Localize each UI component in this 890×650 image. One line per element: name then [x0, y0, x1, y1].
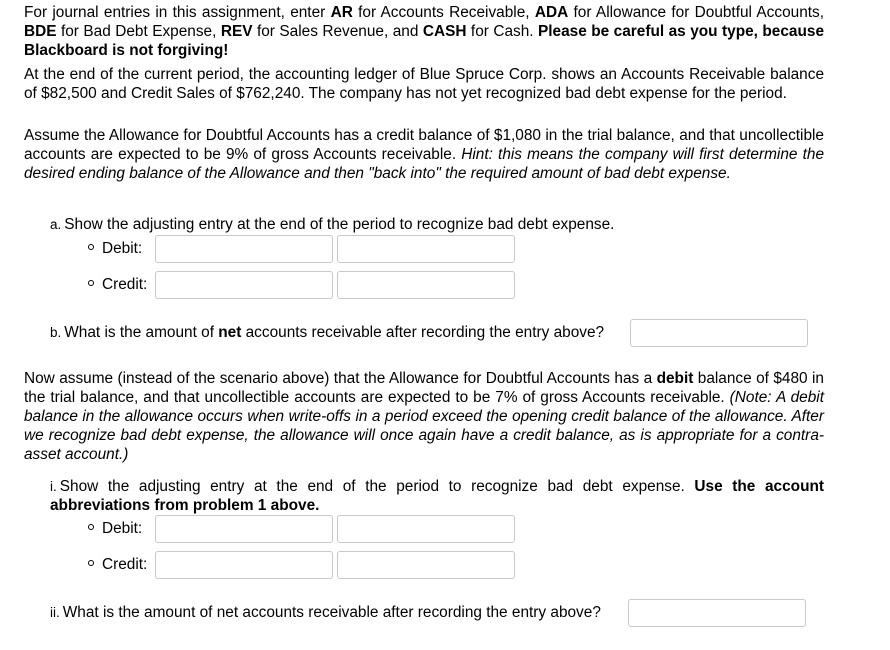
question-i-credit-label: Credit: [88, 555, 147, 574]
intro-text: for Cash. [466, 23, 539, 40]
assumption-2-paragraph: Now assume (instead of the scenario above) that the Allowance for Doubtful Accounts has a debit balance of $480 in the trial balance, and that uncollectible accounts are expected to be 7% of gross Accounts receivable. (Note: A debit balance in the allowance occurs when write-offs in a period exceed the opening credit balance of the allowance. After we recognize bad debt expense, the allowance will once again have a credit balance, as is appropriate for a contra-asset account.) [24, 370, 824, 463]
intro-text: for Accounts Receivable, [352, 4, 535, 21]
question-ii: ii. What is the amount of net accounts receivable after recording the entry above? [50, 604, 601, 621]
intro-text: For journal entries in this assignment, enter [24, 4, 331, 21]
question-i-debit-label: Debit: [88, 519, 142, 538]
i-credit-amount-input[interactable] [337, 551, 515, 579]
intro-text: for Sales Revenue, and [252, 23, 423, 40]
abbr-cash: CASH [422, 23, 467, 40]
a-debit-account-input[interactable] [155, 235, 333, 263]
i-debit-account-input[interactable] [155, 515, 333, 543]
question-i-marker: i. [50, 479, 57, 494]
intro-warning: Please be careful as you type, because Blackboard is not forgiving! [24, 23, 825, 59]
intro-text: for Bad Debt Expense, [56, 23, 221, 40]
question-ii-marker: ii. [50, 605, 60, 620]
question-b-marker: b. [50, 325, 62, 340]
bullet-icon [88, 560, 94, 566]
a-credit-account-input[interactable] [155, 271, 333, 299]
question-a-credit-label: Credit: [88, 275, 147, 294]
assumption-1-hint: Hint: this means the company will first determine the desired ending balance of the Allowance and then "back into" the required amount of bad debt expense. [24, 146, 825, 182]
i-debit-amount-input[interactable] [337, 515, 515, 543]
assumption-1-paragraph [24, 126, 824, 183]
question-a-debit-label: Debit: [88, 239, 142, 258]
abbr-ar: AR [330, 4, 353, 21]
intro-paragraph [24, 3, 824, 60]
assumption-1-text: Assume the Allowance for Doubtful Accounts has a credit balance of $1,080 in the trial balance, and that uncollectible accounts are expected to be 9% of gross Accounts receivable. [24, 127, 824, 163]
a-credit-amount-input[interactable] [337, 271, 515, 299]
assumption-2-note: (Note: A debit balance in the allowance occurs when write-offs in a period exceed the opening credit balance of the allowance. After we recognize bad debt expense, the allowance will once again have a credit balance, as is appropriate for a contra-asset account.) [24, 389, 824, 463]
question-a-text: Show the adjusting entry at the end of the period to recognize bad debt expense. [64, 216, 615, 233]
bullet-icon [88, 280, 94, 286]
bullet-icon [88, 244, 94, 250]
question-i: i. Show the adjusting entry at the end of the period to recognize bad debt expense. Use the account abbreviations from problem 1 above. [50, 478, 824, 514]
bullet-icon [88, 524, 94, 530]
intro-text: for Allowance for Doubtful Accounts, [568, 4, 824, 21]
scenario-paragraph: At the end of the current period, the accounting ledger of Blue Spruce Corp. shows an Accounts Receivable balance of $82,500 and Credit Sales of $762,240. The company has not yet recognized bad debt expense for the period. [24, 66, 824, 102]
i-credit-account-input[interactable] [155, 551, 333, 579]
question-a-marker: a. [50, 217, 62, 232]
b-net-ar-input[interactable] [630, 319, 808, 347]
abbr-bde: BDE [24, 23, 57, 40]
abbr-ada: ADA [534, 4, 569, 21]
ii-net-ar-input[interactable] [628, 599, 806, 627]
question-b: b. What is the amount of net accounts receivable after recording the entry above? [50, 324, 605, 341]
a-debit-amount-input[interactable] [337, 235, 515, 263]
question-a [50, 215, 614, 234]
abbr-rev: REV [220, 23, 253, 40]
